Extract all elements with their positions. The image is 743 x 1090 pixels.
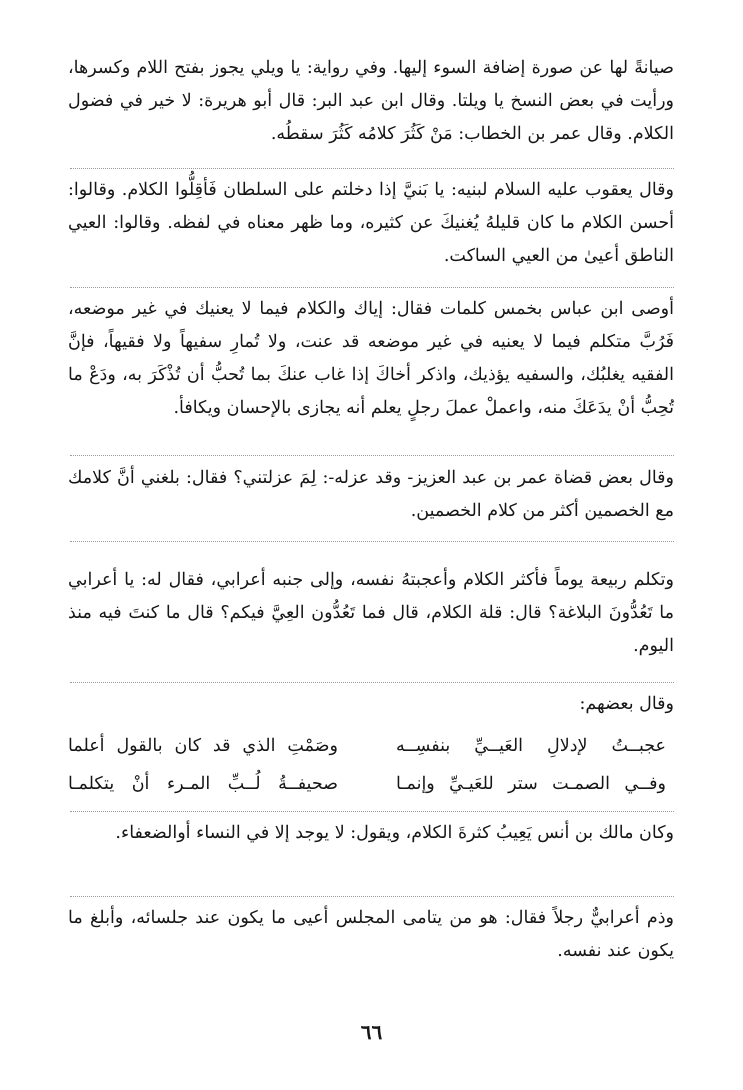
- paragraph-5: وتكلم ربيعة يوماً فأكثر الكلام وأعجبتهُ نفسه، وإلى جنبه أعرابي، فقال له: يا أعرابي ما تَعُدُّونَ البلاغة؟ قال: قلة الكلام، قال فما تَعُدُّون العِيَّ فيكم؟ قال ما كنتَ فيه منذ اليوم.: [68, 570, 674, 656]
- separator: [70, 541, 674, 542]
- verse-second-hemistich: وصَمْتِ الذي قد كان بالقول أعلما: [68, 736, 338, 756]
- poem: [68, 730, 674, 806]
- paragraph-2: وقال يعقوب عليه السلام لبنيه: يا بَنيَّ إذا دخلتم على السلطان فَأقِلُّوا الكلام. وقالوا: أحسن الكلام ما كان قليلهُ يُغنيكَ عن كثيره، وما ظهر معناه في لفظه. وقالوا: العيي الناطق أعيىٰ من العيي الساكت.: [68, 180, 674, 266]
- paragraph-7: وذم أعرابيٌّ رجلاً فقال: هو من يتامى المجلس أعيى ما يكون عند جلسائه، وأبلغ ما يكون عند نفسه.: [68, 908, 674, 961]
- poem-intro: وقال بعضهم:: [579, 694, 674, 714]
- separator: [70, 896, 674, 897]
- separator: [70, 168, 674, 169]
- page-number: ٦٦: [360, 1020, 383, 1044]
- separator: [70, 811, 674, 812]
- verse-first-hemistich: عجبــتُ لإدلالِ العَيــيِّ بنفسِــه: [396, 736, 666, 756]
- poem-verse: [68, 768, 674, 806]
- separator: [70, 455, 674, 456]
- paragraph-1: صيانةً لها عن صورة إضافة السوء إليها. وفي رواية: يا ويلي يجوز بفتح اللام وكسرها، ورأيت في بعض النسخ يا ويلتا. وقال ابن عبد البر: قال أبو هريرة: لا خير في فضول الكلام. وقال عمر بن الخطاب: مَنْ كَثُرَ كلامُه كَثُرَ سقطُه.: [68, 58, 674, 144]
- verse-second-hemistich: صحيفــةُ لُــبِّ المـرء أنْ يتكلمـا: [68, 774, 338, 794]
- verse-first-hemistich: وفــي الصمـت ستر للعَيـيِّ وإنمـا: [396, 774, 666, 794]
- separator: [70, 682, 674, 683]
- separator: [70, 287, 674, 288]
- poem-verse: [68, 730, 674, 768]
- paragraph-3: أوصى ابن عباس بخمس كلمات فقال: إياك والكلام فيما لا يعنيك في غير موضعه، فَرُبَّ متكلم فيما لا يعنيه في غير موضعه قد عنت، ولا تُمارِ سفيهاً ولا فقيهاً، فإنَّ الفقيه يغلبُك، والسفيه يؤذيك، واذكر أخاكَ إذا غاب عنكَ بما تُحبُّ أن تُذْكَرَ به، ودَعْ ما تُحِبُّ أنْ يدَعَكَ منه، واعملْ عملَ رجلٍ يعلم أنه يجازى بالإحسان ويكافأ.: [68, 299, 674, 418]
- paragraph-4: وقال بعض قضاة عمر بن عبد العزيز- وقد عزله-: لِمَ عزلتني؟ فقال: بلغني أنَّ كلامك مع الخصمين أكثر من كلام الخصمين.: [68, 468, 674, 521]
- paragraph-6: وكان مالك بن أنس يَعِيبُ كثرةَ الكلام، ويقول: لا يوجد إلا في النساء أوالضعفاء.: [115, 823, 674, 843]
